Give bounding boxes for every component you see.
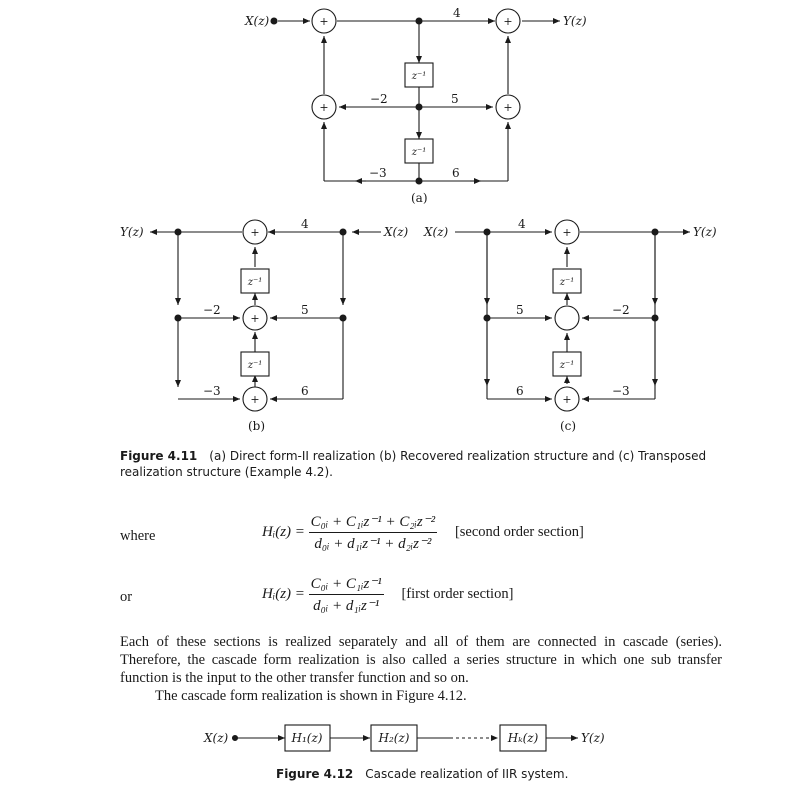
adder-c-sign-1: + — [562, 226, 572, 239]
label-b-coef-top: 4 — [301, 217, 309, 231]
adder-b-sign-3: + — [250, 393, 260, 406]
label-a-coef-mid-left: −2 — [370, 92, 388, 106]
label-c-output: Y(z) — [693, 225, 717, 239]
label-c-coef-bot-right: −3 — [612, 384, 630, 398]
label-c-input: X(z) — [424, 225, 449, 239]
label-a-output: Y(z) — [563, 14, 587, 28]
second-note: [second order section] — [454, 523, 584, 540]
delay-c-lower-text: z⁻¹ — [559, 360, 575, 371]
second-denominator: d₀ᵢ + d₁ᵢz⁻¹ + d₂ᵢz⁻² — [314, 536, 432, 552]
delay-a-upper-text: z⁻¹ — [411, 71, 427, 82]
delay-b-lower-text: z⁻¹ — [247, 360, 263, 371]
figure-4-12-text: Cascade realization of IIR system. — [365, 767, 569, 781]
figure-b — [150, 220, 381, 411]
figure-4-12-caption — [276, 766, 696, 782]
adder-c-sign-3: + — [562, 393, 572, 406]
second-fraction — [309, 512, 438, 553]
label-c-coef-bot-left: 6 — [516, 384, 524, 398]
label-block-h2: H₂(z) — [378, 731, 410, 745]
label-a-input: X(z) — [245, 14, 270, 28]
node-a-input — [271, 18, 277, 24]
second-numerator: C₀ᵢ + C₁ᵢz⁻¹ + C₂ᵢz⁻² — [309, 512, 438, 533]
adder-a-sign-1: + — [319, 15, 329, 28]
label-b-coef-mid-right: 5 — [301, 303, 309, 317]
second-lhs: Hᵢ(z) = — [262, 523, 305, 540]
label-b-coef-mid-left: −2 — [203, 303, 221, 317]
label-b-coef-bot-left: −3 — [203, 384, 221, 398]
figure-c — [455, 220, 690, 411]
second-order-equation — [262, 512, 584, 553]
label-a-coef-top: 4 — [453, 6, 461, 20]
delay-c-upper-text: z⁻¹ — [559, 277, 575, 288]
label-b-output: Y(z) — [120, 225, 144, 239]
node-b-1 — [175, 229, 181, 235]
body-paragraph: Each of these sections is realized separately and all of them are connected in cascade (series). Therefore, the cascade form realization is also called a series structure in which one sub transfer function is the input to the other transfer function and so on. — [120, 634, 722, 686]
first-lhs: Hᵢ(z) = — [262, 585, 305, 602]
where-label: where — [120, 528, 156, 544]
label-4-12-input: X(z) — [204, 731, 229, 745]
node-c-3 — [652, 229, 658, 235]
node-a-top — [416, 18, 422, 24]
node-b-4 — [340, 315, 346, 321]
label-b-sub: (b) — [248, 419, 266, 433]
label-b-input: X(z) — [384, 225, 409, 239]
label-a-coef-mid-right: 5 — [451, 92, 459, 106]
node-c-2 — [484, 315, 490, 321]
node-c-4 — [652, 315, 658, 321]
label-c-coef-mid-right: −2 — [612, 303, 630, 317]
adder-a-sign-4: + — [503, 101, 513, 114]
node-c-1 — [484, 229, 490, 235]
figure-4-11-caption — [120, 448, 710, 480]
label-a-coef-bot-left: −3 — [369, 166, 387, 180]
node-a-bottom — [416, 178, 422, 184]
figure-4-11-text: (a) Direct form-II realization (b) Recovered realization structure and (c) Transposed realization structure (Example 4.2). — [120, 449, 707, 479]
label-4-12-output: Y(z) — [581, 731, 605, 745]
adder-b-sign-1: + — [250, 226, 260, 239]
label-c-coef-top: 4 — [518, 217, 526, 231]
delay-a-lower-text: z⁻¹ — [411, 147, 427, 158]
label-a-coef-bot-right: 6 — [452, 166, 460, 180]
node-b-3 — [340, 229, 346, 235]
figure-4-11-label: Figure 4.11 — [120, 449, 198, 463]
first-denominator: d₀ᵢ + d₁ᵢz⁻¹ — [313, 598, 380, 614]
node-b-2 — [175, 315, 181, 321]
adder-c-mid — [555, 306, 579, 330]
label-block-hk: Hₖ(z) — [507, 731, 539, 745]
first-order-equation — [262, 574, 513, 615]
first-note: [first order section] — [401, 585, 514, 602]
figure-4-12-label: Figure 4.12 — [276, 767, 354, 781]
label-block-h1: H₁(z) — [291, 731, 323, 745]
label-c-coef-mid-left: 5 — [516, 303, 524, 317]
label-b-coef-bot-right: 6 — [301, 384, 309, 398]
first-fraction — [309, 574, 384, 615]
node-4-12-input — [233, 736, 238, 741]
body-paragraph-2: The cascade form realization is shown in Figure 4.12. — [155, 688, 467, 704]
delay-b-upper-text: z⁻¹ — [247, 277, 263, 288]
or-label: or — [120, 589, 133, 605]
adder-a-sign-2: + — [503, 15, 513, 28]
adder-b-sign-2: + — [250, 312, 260, 325]
adder-a-sign-3: + — [319, 101, 329, 114]
label-c-sub: (c) — [560, 419, 577, 433]
first-numerator: C₀ᵢ + C₁ᵢz⁻¹ — [309, 574, 384, 595]
node-a-mid — [416, 104, 422, 110]
label-a-sub: (a) — [411, 191, 428, 205]
